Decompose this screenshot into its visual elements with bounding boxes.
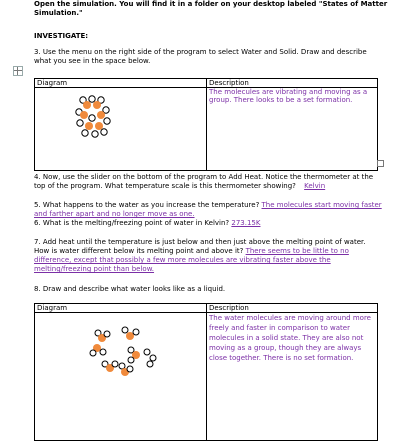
- question-5-line-1: [34, 201, 382, 209]
- liquid-water-table: [34, 303, 378, 441]
- intro-line-2: Simulation.": [34, 9, 83, 17]
- liquid-molecule-7: [119, 363, 133, 376]
- question-5-answer-part-2: and farther apart and no longer move as one.: [34, 210, 195, 218]
- question-3-line-1: 3. Use the menu on the right side of the program to select Water and Solid. Draw and describe: [34, 48, 367, 56]
- investigate-heading: INVESTIGATE:: [34, 32, 89, 40]
- question-6-answer: 273.15K: [231, 219, 261, 227]
- table2-desc-line-5: close together. There is no set formation.: [209, 354, 354, 362]
- table2-description-cell[interactable]: [207, 313, 378, 441]
- question-5-answer-part-1: The molecules start moving faster: [261, 201, 382, 209]
- liquid-molecule-4: [128, 347, 140, 363]
- question-7-text: How is water different below its melting point and above it?: [34, 247, 244, 255]
- question-7-line-1: 7. Add heat until the temperature is just below and then just above the melting point of water.: [34, 238, 366, 246]
- solid-molecules-drawing: [37, 88, 205, 168]
- table2-header-diagram: Diagram: [35, 304, 207, 313]
- question-7-answer-part-1: There seems to be little to no: [245, 247, 349, 255]
- table1-header-diagram: Diagram: [35, 79, 207, 88]
- table2-diagram-cell[interactable]: [35, 313, 207, 441]
- question-4-line-1: 4. Now, use the slider on the bottom of the program to Add Heat. Notice the thermometer at the: [34, 173, 374, 181]
- question-7-line-2: [34, 247, 349, 255]
- question-7-answer-part-3: melting/freezing point than below.: [34, 265, 155, 273]
- table2-desc-line-4: moving as a group, though they are always: [209, 344, 362, 352]
- liquid-molecule-1: [95, 330, 110, 342]
- table2-desc-line-2: freely and faster in comparison to water: [209, 324, 350, 332]
- liquid-molecule-2: [122, 327, 139, 340]
- table2-desc-line-1: The water molecules are moving around more: [209, 314, 371, 322]
- question-7-answer-part-2: difference, except that possibly a few more molecules are vibrating faster above the: [34, 256, 331, 264]
- question-5-text: 5. What happens to the water as you increase the temperature?: [34, 201, 260, 209]
- question-4-text: top of the program. What temperature scale is this thermometer showing?: [34, 182, 296, 190]
- table-resize-handle-icon[interactable]: [377, 160, 384, 167]
- table1-desc-line-2: group. There looks to be a set formation.: [209, 96, 353, 104]
- liquid-molecules-drawing: [37, 313, 205, 437]
- question-6-text: 6. What is the melting/freezing point of water in Kelvin?: [34, 219, 230, 227]
- question-3-line-2: what you see in the space below.: [34, 57, 151, 65]
- solid-water-table: [34, 78, 378, 171]
- table2-desc-line-3: molecules in a solid state. They are also not: [209, 334, 364, 342]
- question-4-answer: Kelvin: [304, 182, 326, 190]
- table2-header-description: Description: [207, 304, 378, 313]
- table1-description-cell[interactable]: [207, 88, 378, 171]
- solid-molecule-cluster: [76, 96, 110, 137]
- question-6-line: [34, 219, 260, 227]
- table1-desc-line-1: The molecules are vibrating and moving as a: [209, 88, 368, 96]
- table1-header-description: Description: [207, 79, 378, 88]
- liquid-molecule-6: [102, 361, 118, 372]
- liquid-molecule-5: [144, 349, 156, 367]
- question-8-line-1: 8. Draw and describe what water looks like as a liquid.: [34, 285, 226, 293]
- intro-line-1: Open the simulation. You will find it in a folder on your desktop labeled "States of Matter: [34, 0, 388, 8]
- liquid-molecule-3: [90, 344, 106, 356]
- table1-diagram-cell[interactable]: [35, 88, 207, 171]
- question-4-line-2: [34, 182, 325, 190]
- table-move-handle-icon[interactable]: [13, 66, 23, 76]
